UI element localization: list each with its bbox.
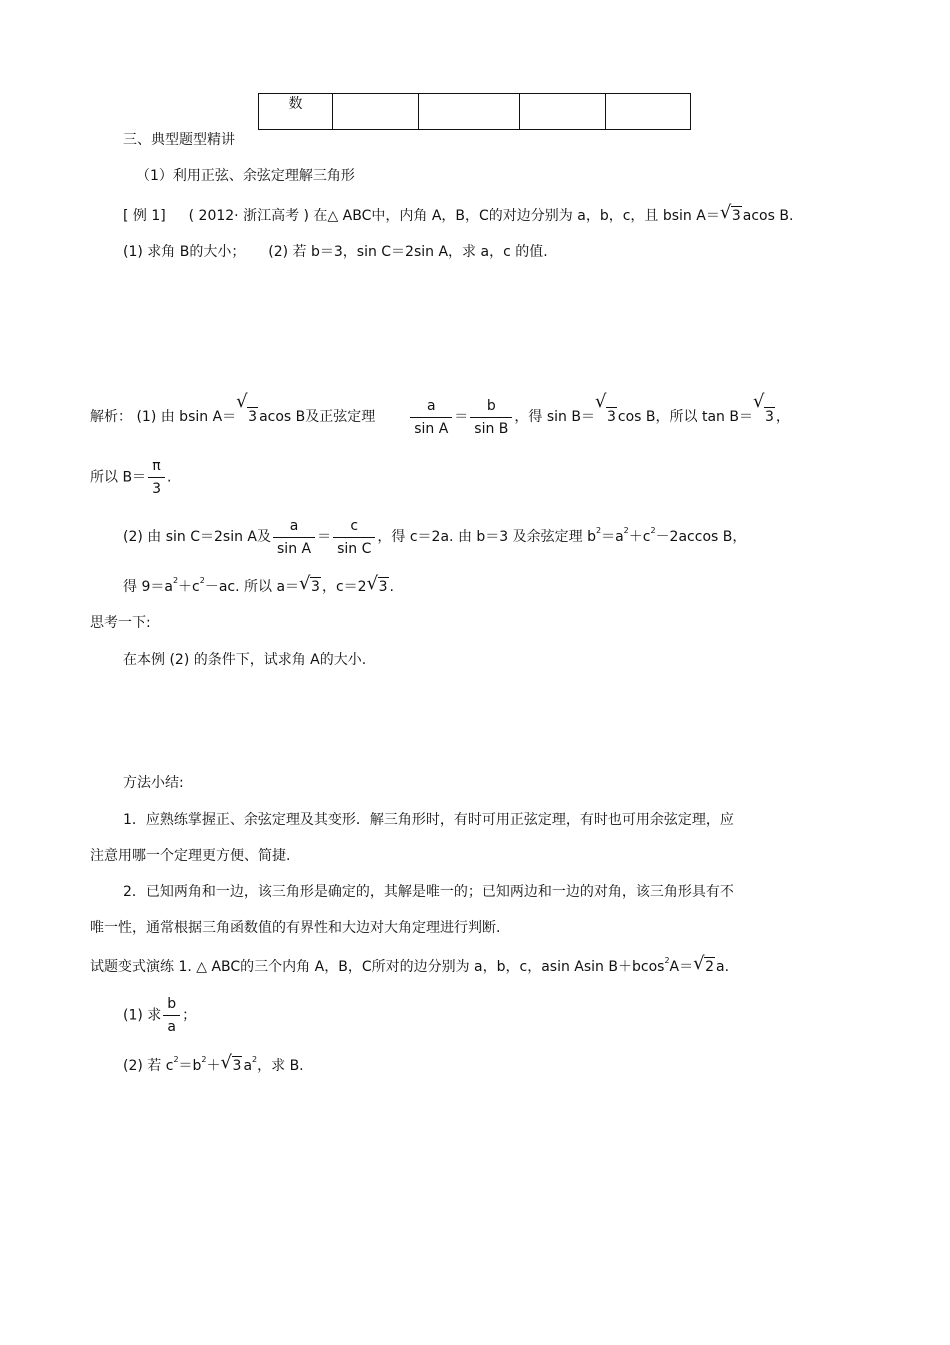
- think-title: 思考一下:: [90, 615, 151, 631]
- summary-point-2b: 唯一性，通常根据三角函数值的有界性和大边对大角定理进行判断.: [90, 920, 501, 936]
- exercise-text: 试题变式演练 1. △ ABC的三个内角 A，B，C所对的边分别为 a，b，c，asin Asin B＋bcos: [90, 959, 665, 975]
- equals-sign: ＝: [454, 409, 469, 425]
- solution-text: ，得 c＝2a. 由 b＝3 及余弦定理 b: [377, 529, 596, 545]
- solution-text: ，得 sin B＝: [514, 409, 595, 425]
- solution-text: －2accos B，: [655, 529, 747, 545]
- solution-text: acos B及正弦定理: [259, 409, 376, 425]
- fraction: $\frac{b}{\text{sin B}}$: [470, 397, 512, 438]
- fraction: $\frac{a}{\text{sin A}}$: [273, 517, 315, 558]
- example-source: ( 2012· 浙江高考 ): [188, 208, 309, 224]
- sqrt-expression: √ 3: [594, 391, 616, 425]
- question-2: (2) 若 b＝3，sin C＝2sin A，求 a，c 的值.: [268, 244, 548, 260]
- solution-label: 解析：: [90, 409, 132, 425]
- exercise-text: ＋: [206, 1058, 221, 1074]
- sqrt-expression: √ 3: [366, 573, 388, 595]
- table-cell: [606, 94, 691, 130]
- superscript: 2: [252, 1055, 258, 1064]
- example-label: [ 例 1]: [123, 208, 166, 224]
- sqrt-expression: √ 3: [299, 573, 320, 595]
- solution-text: －ac. 所以 a＝: [204, 579, 300, 595]
- superscript: 2: [173, 1055, 179, 1064]
- solution-line-4: [123, 573, 394, 597]
- exercise-text: A＝: [669, 959, 694, 975]
- exercise-text: a: [243, 1058, 253, 1074]
- example-text: 在△ ABC中，内角 A，B，C的对边分别为 a，b，c，且 bsin A＝: [313, 208, 720, 224]
- solution-text: .: [389, 579, 394, 595]
- summary-point-1a: 1．应熟练掌握正、余弦定理及其变形．解三角形时，有时可用正弦定理，有时也可用余弦定理，应: [123, 812, 734, 828]
- solution-line-2: [90, 457, 171, 498]
- summary-point-2a: 2．已知两角和一边，该三角形是确定的，其解是唯一的；已知两边和一边的对角，该三角形具有不: [123, 884, 734, 900]
- example1-questions: [123, 242, 548, 262]
- solution-line-3: [123, 515, 746, 559]
- example1-statement: [123, 202, 794, 226]
- fraction: $\frac{c}{\text{sin C}}$: [333, 517, 375, 558]
- question-1: (1) 求角 B的大小；: [123, 244, 246, 260]
- exercise-question-1: [123, 995, 196, 1036]
- table-cell: [333, 94, 419, 130]
- solution-text: 所以 B＝: [90, 469, 147, 486]
- summary-title: 方法小结:: [123, 775, 184, 791]
- exercise-question-2: [123, 1052, 304, 1076]
- superscript: 2: [664, 956, 670, 965]
- example-text: acos B.: [742, 208, 794, 224]
- superscript: 2: [199, 576, 205, 585]
- sqrt-expression: √ 3: [719, 202, 741, 224]
- solution-text: cos B，所以 tan B＝: [617, 409, 753, 425]
- section-heading: 三、典型题型精讲: [123, 132, 235, 148]
- fraction: $\frac{\pi}{3}$: [148, 457, 165, 498]
- solution-text: (1) 由 bsin A＝: [136, 409, 237, 425]
- top-table: [258, 93, 691, 130]
- superscript: 2: [595, 526, 602, 535]
- table-cell: [419, 94, 520, 130]
- table-cell: 数: [259, 94, 333, 130]
- solution-text: ，c＝2: [321, 579, 367, 595]
- equals-sign: ＝: [317, 529, 332, 545]
- solution-text: .: [166, 469, 172, 486]
- superscript: 2: [623, 526, 629, 535]
- fraction: $\frac{a}{\text{sin A}}$: [410, 397, 452, 438]
- fraction: $\frac{b}{a}$: [163, 995, 180, 1036]
- sqrt-expression: √ 3: [220, 1052, 242, 1074]
- table-row: [259, 94, 691, 130]
- exercise-text: ；: [182, 1007, 197, 1024]
- sqrt-expression: √ 3: [752, 391, 774, 425]
- exercise-statement: [90, 953, 730, 977]
- exercise-text: (1) 求: [123, 1007, 162, 1024]
- think-text: 在本例 (2) 的条件下，试求角 A的大小.: [123, 652, 367, 668]
- solution-text: ＋c: [178, 579, 200, 595]
- exercise-text: ，求 B.: [257, 1058, 304, 1074]
- solution-text: ，: [775, 409, 790, 425]
- solution-text: 得 9＝a: [123, 579, 173, 595]
- subsection-heading: （1）利用正弦、余弦定理解三角形: [136, 168, 355, 184]
- sqrt-expression: √ 2: [693, 953, 715, 975]
- superscript: 2: [650, 526, 656, 535]
- solution-text: ＝a: [601, 529, 624, 545]
- exercise-text: (2) 若 c: [123, 1058, 174, 1074]
- solution-text: ＋c: [628, 529, 651, 545]
- solution-text: (2) 由 sin C＝2sin A及: [123, 529, 272, 545]
- solution-line-1: [90, 391, 790, 439]
- sqrt-expression: √ 3: [236, 391, 258, 425]
- superscript: 2: [172, 576, 179, 585]
- exercise-text: ＝b: [178, 1058, 202, 1074]
- superscript: 2: [201, 1055, 207, 1064]
- table-cell: [520, 94, 606, 130]
- summary-point-1b: 注意用哪一个定理更方便、简捷.: [90, 848, 291, 864]
- exercise-text: a.: [716, 959, 730, 975]
